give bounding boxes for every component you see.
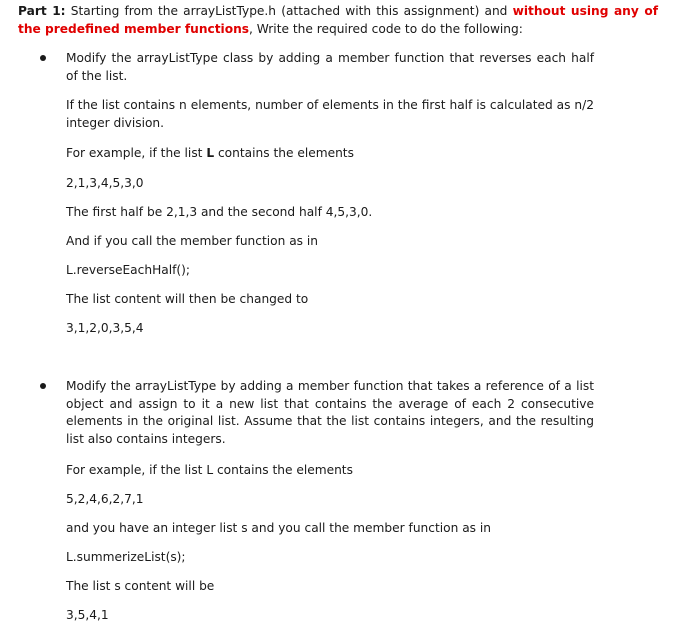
section1-example-suffix: contains the elements: [214, 146, 354, 160]
section2-elements: 5,2,4,6,2,7,1: [66, 492, 144, 506]
intro-text-before: Starting from the arrayListType.h (attached with this assignment) and: [65, 4, 513, 18]
section1-result-intro: The list content will then be changed to: [66, 292, 309, 306]
section1-call-intro: And if you call the member function as in: [66, 234, 319, 248]
intro-red-text: without using any of the predefined member functions: [18, 4, 659, 36]
section1-detail: If the list contains n elements, number of elements in the first half is calculated as n/2 integer division.: [66, 98, 594, 130]
section1-elements: 2,1,3,4,5,3,0: [66, 176, 144, 190]
section1-call: L.reverseEachHalf();: [66, 263, 190, 277]
section2-result: 3,5,4,1: [66, 608, 109, 622]
bullet-icon: [40, 55, 48, 63]
part-label: Part 1:: [18, 4, 66, 18]
section2-example: For example, if the list L contains the elements: [66, 463, 353, 477]
bullet-icon: [40, 383, 48, 391]
section2-bullet-text: Modify the arrayListType by adding a member function that takes a reference of a list object and assign to it a new list that contains the average of each 2 consecutive elements in the original list. Assume that the list contains integers, and the resulting list also contains integers.: [66, 379, 594, 446]
section2-result-intro: The list s content will be: [66, 579, 215, 593]
intro-text-after: , Write the required code to do the following:: [249, 22, 523, 36]
section1-example-var: L: [206, 146, 215, 160]
intro-paragraph: [18, 2, 658, 38]
section1-example-prefix: For example, if the list: [66, 146, 207, 160]
section1-result: 3,1,2,0,3,5,4: [66, 321, 144, 335]
section1-bullet-text: Modify the arrayListType class by adding a member function that reverses each half of the list.: [66, 51, 594, 83]
section1-halves: The first half be 2,1,3 and the second half 4,5,3,0.: [66, 205, 373, 219]
section2-call: L.summerizeList(s);: [66, 550, 186, 564]
section2-call-intro: and you have an integer list s and you call the member function as in: [66, 521, 492, 535]
section1-example: [66, 144, 626, 162]
